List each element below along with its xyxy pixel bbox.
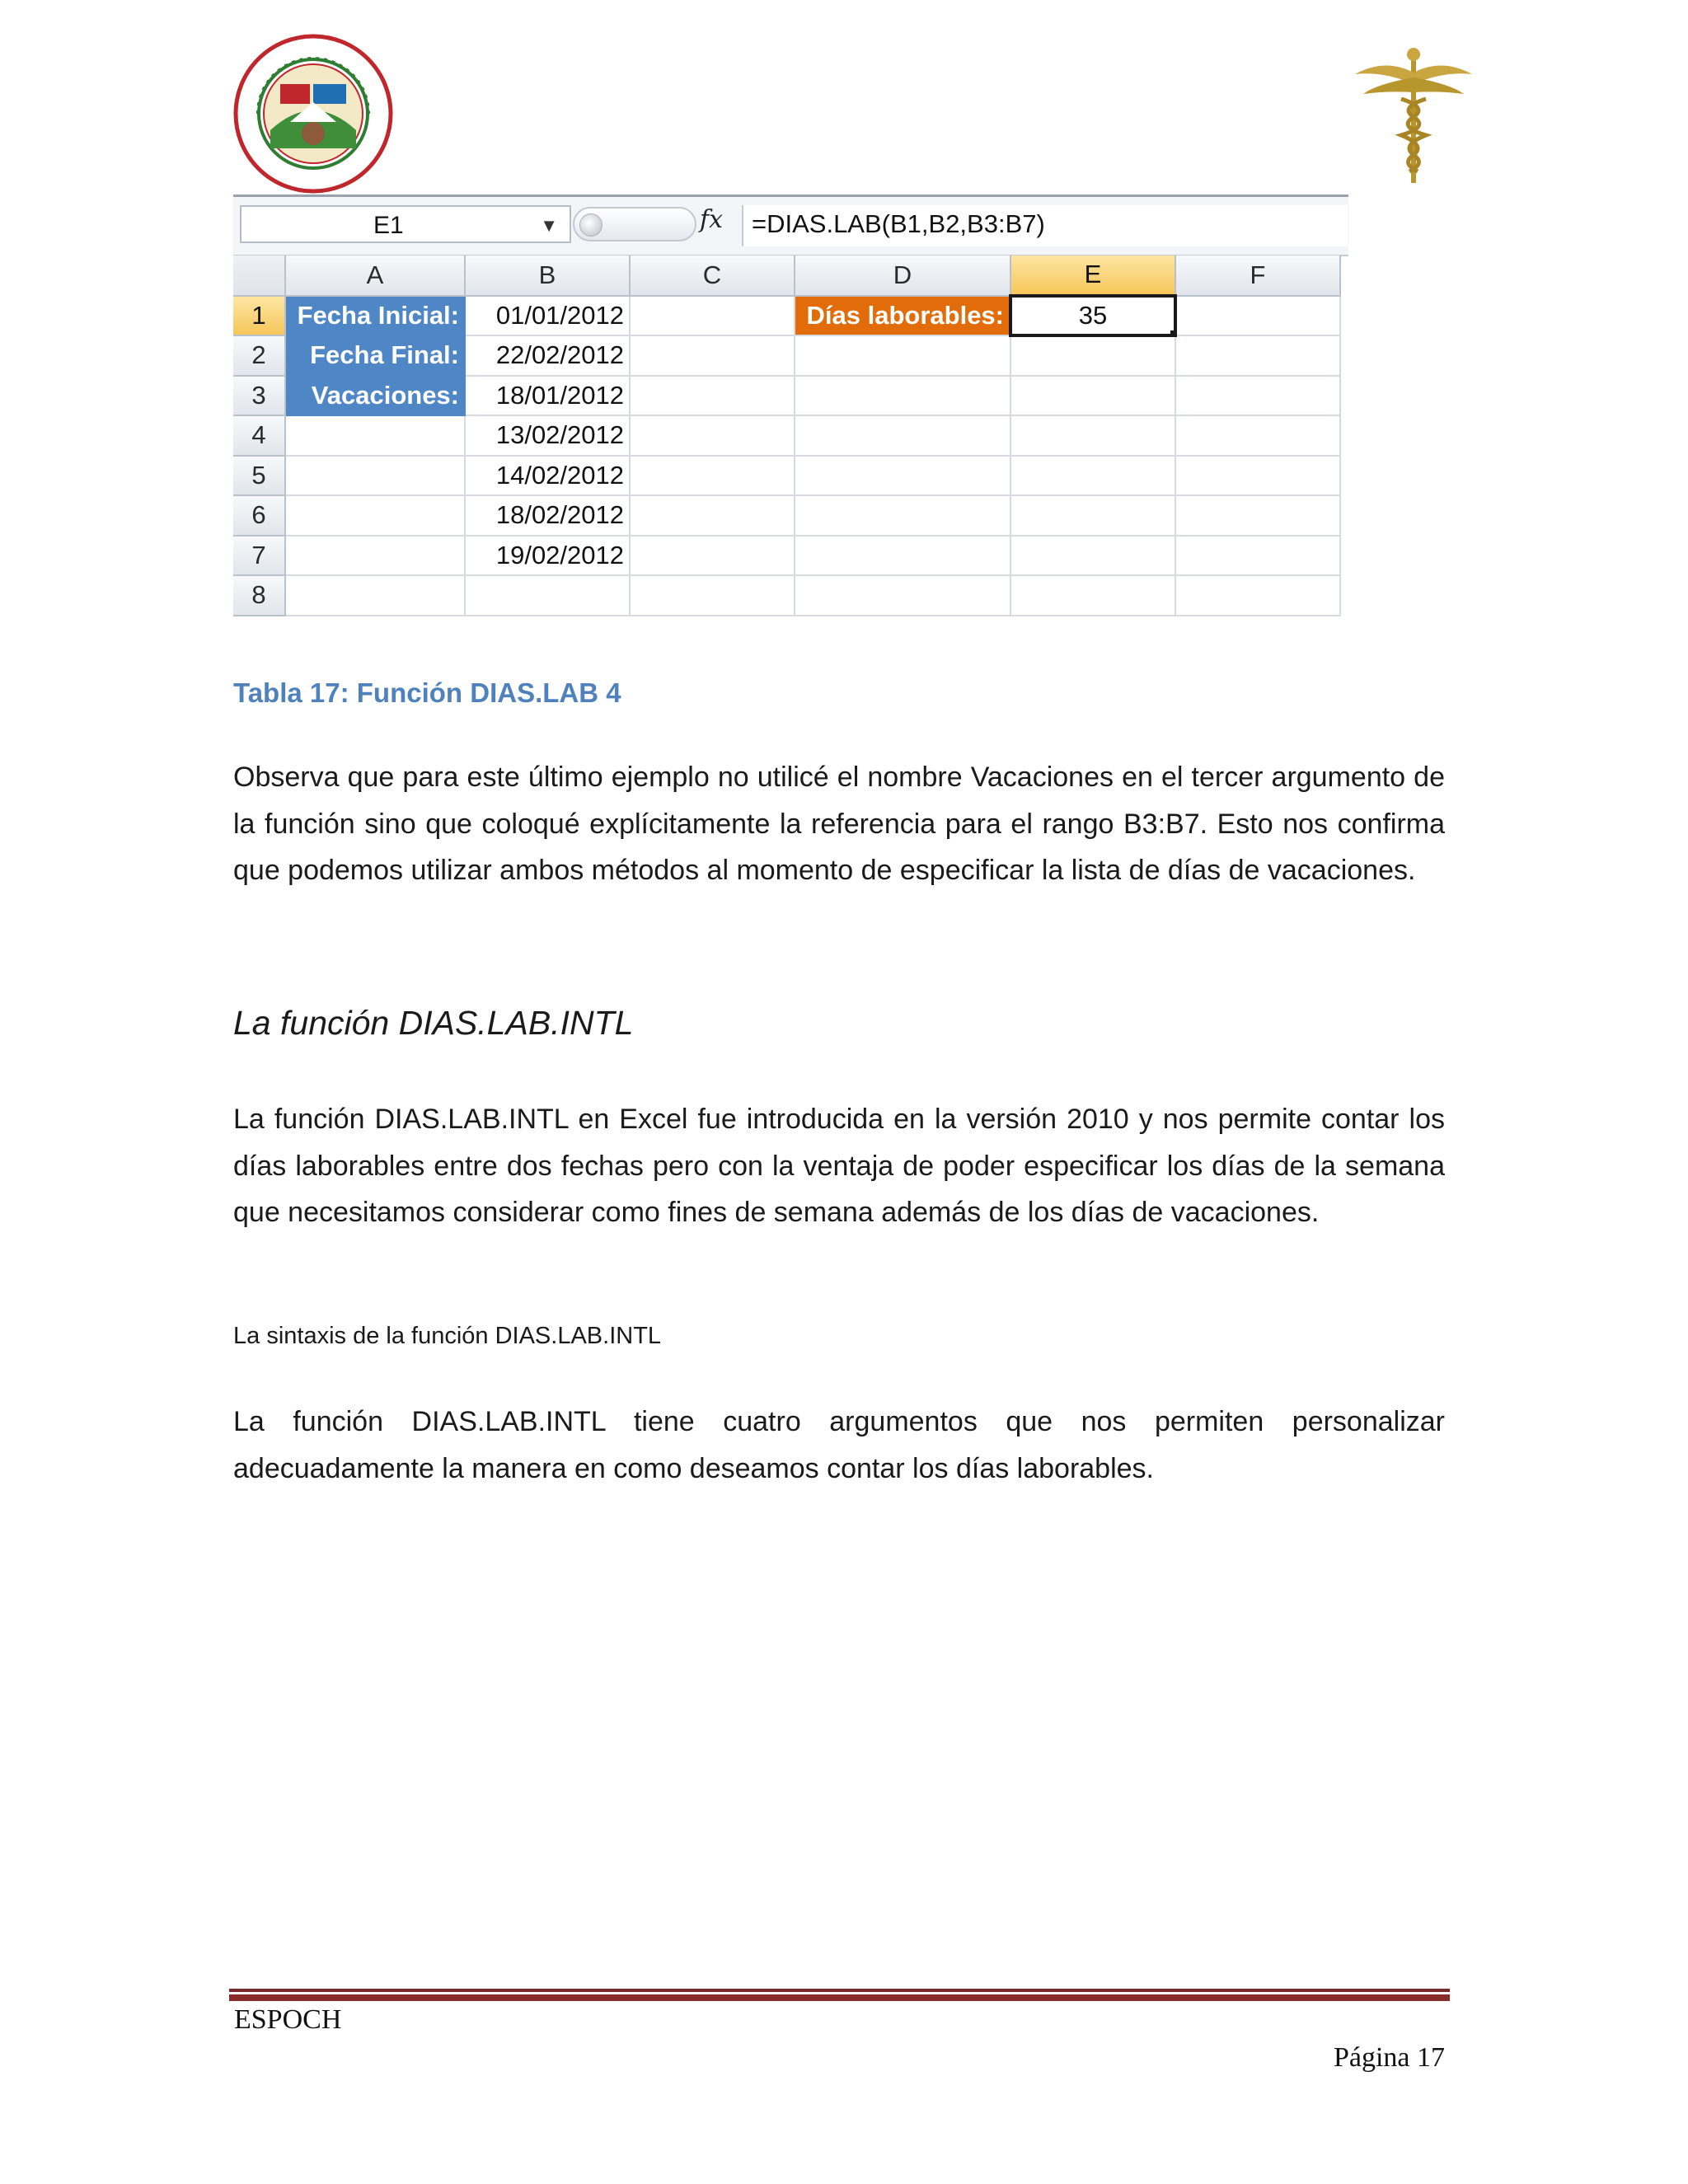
table-row: [233, 296, 1340, 336]
cell-e2[interactable]: [1010, 335, 1175, 376]
row-header[interactable]: 6: [233, 495, 285, 536]
fx-icon[interactable]: fx: [700, 205, 724, 234]
cell-c7[interactable]: [630, 536, 795, 576]
active-cell-e1[interactable]: [1010, 296, 1175, 336]
formula-bar-resize-handle[interactable]: [573, 207, 696, 241]
row-header[interactable]: 3: [233, 376, 285, 416]
cell-c5[interactable]: [630, 456, 795, 496]
row-header[interactable]: 8: [233, 575, 285, 616]
formula-input[interactable]: [742, 205, 1348, 246]
section-heading: La función DIAS.LAB.INTL: [233, 1004, 634, 1042]
cell-a5[interactable]: [285, 456, 465, 496]
cell-a8[interactable]: [285, 575, 465, 616]
cell-b5[interactable]: 14/02/2012: [465, 456, 630, 496]
column-header-a[interactable]: A: [285, 255, 465, 296]
cell-f3[interactable]: [1175, 376, 1340, 416]
cell-d1[interactable]: Días laborables:: [795, 296, 1010, 336]
table-row: [233, 415, 1340, 456]
page-number: Página 17: [1333, 2042, 1445, 2073]
table-row: [233, 495, 1340, 536]
cell-c1[interactable]: [630, 296, 795, 336]
table-caption: Tabla 17: Función DIAS.LAB 4: [233, 677, 621, 708]
cell-f6[interactable]: [1175, 495, 1340, 536]
cell-f8[interactable]: [1175, 575, 1340, 616]
formula-text: =DIAS.LAB(B1,B2,B3:B7): [752, 209, 1045, 238]
espoch-seal-logo: [232, 33, 394, 194]
cell-e6[interactable]: [1010, 495, 1175, 536]
row-header[interactable]: 5: [233, 456, 285, 496]
cell-d3[interactable]: [795, 376, 1010, 416]
row-header[interactable]: 7: [233, 536, 285, 576]
name-box[interactable]: [240, 205, 571, 243]
cell-c8[interactable]: [630, 575, 795, 616]
subsection-heading: La sintaxis de la función DIAS.LAB.INTL: [233, 1323, 662, 1349]
select-all-corner[interactable]: [233, 255, 285, 296]
cell-a3[interactable]: Vacaciones:: [285, 376, 465, 416]
chevron-down-icon[interactable]: ▼: [540, 215, 558, 236]
cell-f4[interactable]: [1175, 415, 1340, 456]
cell-d4[interactable]: [795, 415, 1010, 456]
cell-f2[interactable]: [1175, 335, 1340, 376]
spreadsheet-grid: [233, 255, 1341, 616]
table-row: [233, 456, 1340, 496]
paragraph: Observa que para este último ejemplo no utilicé el nombre Vacaciones en el tercer argumento de la función sino que coloqué explícitamente la referencia para el rango B3:B7. Esto nos confirma que podemos utilizar ambos métodos al momento de especificar la lista de días de vacaciones.: [233, 762, 1445, 886]
table-row: [233, 376, 1340, 416]
column-header-c[interactable]: C: [630, 255, 795, 296]
paragraph: La función DIAS.LAB.INTL tiene cuatro argumentos que nos permiten personalizar adecuadamente la manera en como deseamos contar los días laborables.: [233, 1406, 1445, 1484]
cell-c3[interactable]: [630, 376, 795, 416]
footer-rule: [229, 1994, 1450, 2001]
row-header[interactable]: 4: [233, 415, 285, 456]
cell-b1[interactable]: 01/01/2012: [465, 296, 630, 336]
table-row: [233, 536, 1340, 576]
cell-e1-value: 35: [1078, 300, 1108, 330]
cell-c4[interactable]: [630, 415, 795, 456]
footer-rule: [229, 1989, 1450, 1992]
table-row: [233, 335, 1340, 376]
cell-a4[interactable]: [285, 415, 465, 456]
cell-f5[interactable]: [1175, 456, 1340, 496]
cell-d2[interactable]: [795, 335, 1010, 376]
column-header-f[interactable]: F: [1175, 255, 1340, 296]
row-header[interactable]: 1: [233, 296, 285, 336]
column-header-e[interactable]: E: [1010, 255, 1175, 296]
cell-b4[interactable]: 13/02/2012: [465, 415, 630, 456]
cell-a2[interactable]: Fecha Final:: [285, 335, 465, 376]
fill-handle[interactable]: [1170, 330, 1175, 335]
table-row: [233, 575, 1340, 616]
cell-b2[interactable]: 22/02/2012: [465, 335, 630, 376]
caduceus-icon: [1352, 41, 1475, 185]
cell-e3[interactable]: [1010, 376, 1175, 416]
cell-b8[interactable]: [465, 575, 630, 616]
cell-e8[interactable]: [1010, 575, 1175, 616]
cell-c6[interactable]: [630, 495, 795, 536]
cell-e5[interactable]: [1010, 456, 1175, 496]
cell-d6[interactable]: [795, 495, 1010, 536]
cell-e7[interactable]: [1010, 536, 1175, 576]
cell-f1[interactable]: [1175, 296, 1340, 336]
cell-b6[interactable]: 18/02/2012: [465, 495, 630, 536]
footer-institution: ESPOCH: [234, 2004, 342, 2035]
excel-screenshot: [233, 194, 1348, 635]
cell-a6[interactable]: [285, 495, 465, 536]
name-box-value: E1: [373, 212, 404, 239]
cell-e4[interactable]: [1010, 415, 1175, 456]
cell-a1[interactable]: Fecha Inicial:: [285, 296, 465, 336]
cell-a7[interactable]: [285, 536, 465, 576]
cell-f7[interactable]: [1175, 536, 1340, 576]
cell-d7[interactable]: [795, 536, 1010, 576]
cell-b7[interactable]: 19/02/2012: [465, 536, 630, 576]
column-header-b[interactable]: B: [465, 255, 630, 296]
column-header-row: [233, 255, 1340, 296]
cell-d5[interactable]: [795, 456, 1010, 496]
formula-bar: [233, 194, 1348, 256]
cell-d8[interactable]: [795, 575, 1010, 616]
cell-b3[interactable]: 18/01/2012: [465, 376, 630, 416]
column-header-d[interactable]: D: [795, 255, 1010, 296]
cell-c2[interactable]: [630, 335, 795, 376]
paragraph: La función DIAS.LAB.INTL en Excel fue introducida en la versión 2010 y nos permite contar los días laborables entre dos fechas pero con la ventaja de poder especificar los días de la semana que necesitamos considerar como fines de semana además de los días de vacaciones.: [233, 1104, 1445, 1228]
row-header[interactable]: 2: [233, 335, 285, 376]
